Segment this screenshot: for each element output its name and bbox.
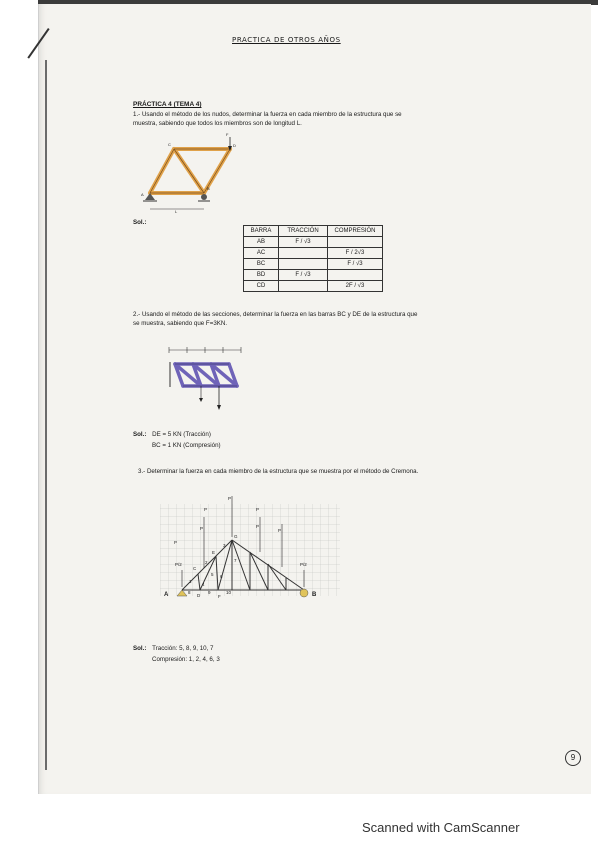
problem3-sol-traction: Tracción: 5, 8, 9, 10, 7 [152,645,214,652]
table-header-row [244,226,383,237]
table-cell: F / 2√3 [328,248,383,259]
load-p2-right-label: P/2 [300,562,307,567]
node-a-label: A [141,192,144,197]
node-d-label: D [233,143,236,148]
table-row [244,237,383,248]
table-cell: CD [244,281,279,292]
table-cell [279,281,328,292]
member-7-label: 7 [234,558,237,563]
problem3-sol-label: Sol.: [133,645,147,652]
problem1-line1: 1.- Usando el método de los nudos, determinar la fuerza en cada miembro de la estructura que se [133,111,402,118]
margin-line [45,60,47,770]
load-p-label: P [228,496,232,501]
problem2-line1: 2.- Usando el método de las secciones, determinar la fuerza en las barras BC y DE de la estructura que [133,311,418,318]
force-f-label: F [226,133,229,137]
member-2-label: 2 [205,560,208,565]
table-header: BARRA [244,226,279,237]
table-row [244,248,383,259]
member-6-label: 6 [220,574,223,579]
table-cell: F / √3 [279,237,328,248]
scanner-watermark: Scanned with CamScanner [362,820,520,835]
node-e-label: E [212,550,216,555]
table-row [244,270,383,281]
node-a-label: A [164,592,169,598]
node-f-label: F [218,594,221,599]
member-4-label: 4 [202,582,205,587]
member-8-label: 8 [188,590,191,595]
node-g-label: G [234,534,238,539]
roller-support-icon [201,194,207,200]
roller-support-icon [300,589,308,597]
table-cell: 2F / √3 [328,281,383,292]
problem3-solution [133,644,213,653]
table-cell: F / √3 [328,259,383,270]
node-c-label: C [193,566,197,571]
table-header: TRACCIÓN [279,226,328,237]
truss2-diagram [163,342,248,414]
problem3-text: 3.- Determinar la fuerza en cada miembro de la estructura que se muestra por el método de Cremona. [138,468,419,475]
node-c-label: C [168,142,171,147]
load-p-label: P [204,507,208,512]
table-cell [328,237,383,248]
load-p-label: P [278,528,282,533]
length-l-label: L [175,209,178,214]
problem1-result-table [243,225,383,292]
member-5-label: 5 [211,572,214,577]
problem2-sol-line2: BC = 1 KN (Compresión) [152,442,221,449]
table-cell: AC [244,248,279,259]
problem2-solution [133,430,211,439]
node-d-label: D [197,593,201,598]
table-cell [328,270,383,281]
table-row [244,281,383,292]
table-row [244,259,383,270]
table-cell [279,248,328,259]
truss1-diagram [138,133,248,218]
problem2-line2: se muestra, sabiendo que F=3KN. [133,320,228,327]
problem1-sol-label: Sol.: [133,219,147,226]
problem2-sol-line1: DE = 5 KN (Tracción) [152,431,211,438]
member-3-label: 3 [223,543,226,548]
practice-heading: PRÁCTICA 4 (TEMA 4) [133,101,202,108]
table-cell: AB [244,237,279,248]
problem1-text [133,110,513,128]
member-10-label: 10 [226,590,232,595]
table-cell: BC [244,259,279,270]
problem1-line2: muestra, sabiendo que todos los miembros son de longitud L. [133,120,302,127]
load-p-label: P [256,507,260,512]
load-p-label: P [256,524,260,529]
table-header: COMPRESIÓN [328,226,383,237]
truss3-diagram [160,492,340,610]
problem2-sol-label: Sol.: [133,431,147,438]
problem3-sol-compression: Compresión: 1, 2, 4, 6, 3 [152,656,220,663]
member-9-label: 9 [208,590,211,595]
node-b-label: B [207,186,210,191]
problem2-text [133,310,513,328]
page-number: 9 [565,750,581,766]
table-cell: BD [244,270,279,281]
table-cell [279,259,328,270]
member-1-label: 1 [189,579,192,584]
load-p-label: P [200,526,204,531]
load-p2-left-label: P/2 [175,562,182,567]
table-cell: F / √3 [279,270,328,281]
node-b-label: B [312,592,317,598]
load-p-label: P [174,540,178,545]
handwritten-title: PRACTICA DE OTROS AÑOS [232,36,341,44]
